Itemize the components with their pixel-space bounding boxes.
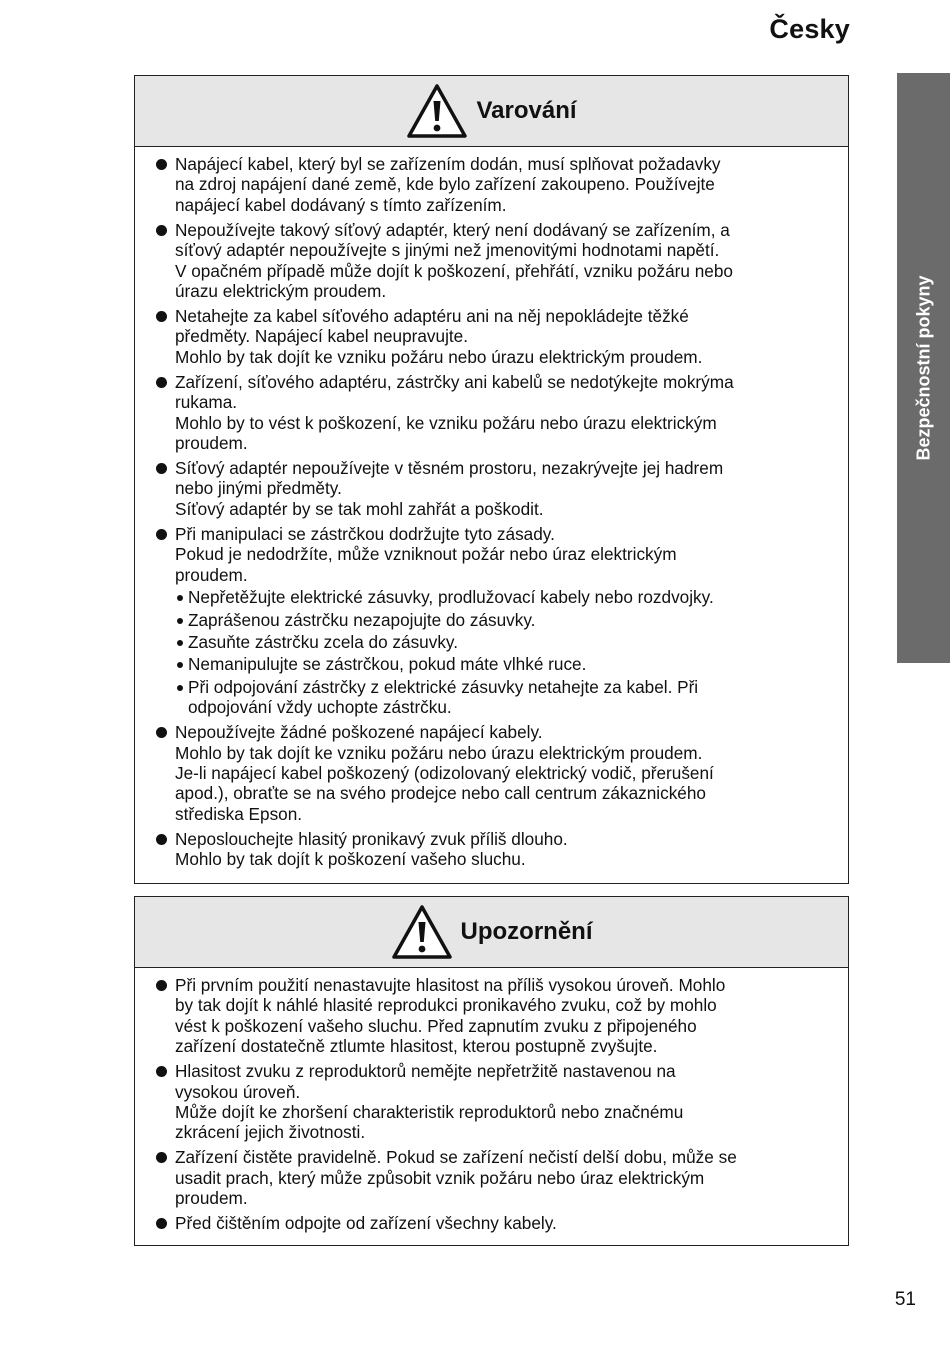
item-text-line: proudem. xyxy=(175,564,248,585)
item-text-line: Při prvním použití nenastavujte hlasitost na příliš vysokou úroveň. Mohlo xyxy=(175,975,726,995)
warning-list-item xyxy=(155,722,834,824)
item-text-line: Mohlo by tak dojít ke vzniku požáru nebo úrazu elektrickým proudem. xyxy=(175,742,703,763)
caution-list xyxy=(135,968,848,1234)
caution-header xyxy=(135,897,848,968)
warning-triangle-icon xyxy=(406,83,468,139)
sub-list xyxy=(175,587,834,717)
item-text-line: zařízení dostatečně ztlumte hlasitost, kterou postupně zvyšujte. xyxy=(175,1036,658,1057)
item-text-line: rukama. xyxy=(175,392,238,413)
item-text-line: vést k poškození vašeho sluchu. Před zapnutím zvuku z připojeného xyxy=(175,1015,697,1036)
item-text-line: Před čištěním odpojte od zařízení všechny kabely. xyxy=(175,1213,557,1234)
caution-list-item xyxy=(155,1213,834,1233)
warning-box xyxy=(134,75,849,884)
item-text-line: Neposlouchejte hlasitý pronikavý zvuk příliš dlouho. xyxy=(175,828,568,849)
warning-list-item xyxy=(155,829,834,870)
caution-list-item xyxy=(155,1147,834,1208)
language-heading: Česky xyxy=(769,14,850,44)
item-text-line: vysokou úroveň. xyxy=(175,1081,301,1102)
item-text-line: Při manipulaci se zástrčkou dodržujte tyto zásady. xyxy=(175,523,555,544)
item-text-line: Netahejte za kabel síťového adaptéru ani na něj nepokládejte těžké xyxy=(175,306,689,327)
item-text-line: předměty. Napájecí kabel neupravujte. xyxy=(175,326,468,347)
sub-item-text-line: Nepřetěžujte elektrické zásuvky, prodlužovací kabely nebo rozdvojky. xyxy=(188,587,714,608)
item-text-line: Zařízení čistěte pravidelně. Pokud se zařízení nečistí delší dobu, může se xyxy=(175,1147,737,1168)
item-text-line: nebo jinými předměty. xyxy=(175,478,342,499)
item-text-line: by tak dojít k náhlé hlasité reprodukci pronikavého zvuku, což by mohlo xyxy=(175,995,717,1016)
item-text-line: Může dojít ke zhoršení charakteristik reproduktorů nebo značnému xyxy=(175,1102,684,1123)
warning-title: Varování xyxy=(476,97,577,124)
item-text-line: apod.), obraťte se na svého prodejce nebo call centrum zákaznického xyxy=(175,783,706,804)
item-text-line: Mohlo by to vést k poškození, ke vzniku požáru nebo úrazu elektrickým xyxy=(175,412,717,433)
item-text-line: proudem. xyxy=(175,1188,248,1209)
item-text-line: střediska Epson. xyxy=(175,803,303,824)
sub-list-item xyxy=(175,654,834,674)
caution-title: Upozornění xyxy=(460,918,593,945)
item-text-line: Síťový adaptér nepoužívejte v těsném prostoru, nezakrývejte jej hadrem xyxy=(175,458,724,479)
sub-item-text-line: Nemanipulujte se zástrčkou, pokud máte vlhké ruce. xyxy=(188,654,587,675)
sub-item-text-line: odpojování vždy uchopte zástrčku. xyxy=(188,697,452,718)
warning-list-item xyxy=(155,154,834,215)
warning-triangle-icon xyxy=(391,904,453,960)
item-text-line: Mohlo by tak dojít ke vzniku požáru nebo úrazu elektrickým proudem. xyxy=(175,346,703,367)
caution-list-item xyxy=(155,1061,834,1143)
item-text-line: proudem. xyxy=(175,433,248,454)
item-text-line: Je-li napájecí kabel poškozený (odizolovaný elektrický vodič, přerušení xyxy=(175,762,714,783)
sub-list-item xyxy=(175,632,834,652)
section-side-tab xyxy=(897,73,950,663)
sub-list-item xyxy=(175,587,834,607)
item-text-line: Nepoužívejte takový síťový adaptér, který není dodávaný se zařízením, a xyxy=(175,219,730,240)
item-text-line: Pokud je nedodržíte, může vzniknout požár nebo úraz elektrickým xyxy=(175,544,677,565)
warning-list-item xyxy=(155,306,834,367)
page-number: 51 xyxy=(894,1289,916,1310)
warning-list-item xyxy=(155,372,834,454)
caution-box xyxy=(134,896,849,1246)
sub-item-text-line: Zasuňte zástrčku zcela do zásuvky. xyxy=(188,631,459,652)
item-text-line: Hlasitost zvuku z reproduktorů nemějte nepřetržitě nastavenou na xyxy=(175,1061,676,1082)
item-text-line: usadit prach, který může způsobit vznik požáru nebo úraz elektrickým xyxy=(175,1167,705,1188)
sub-list-item xyxy=(175,677,834,718)
item-text-line: Napájecí kabel, který byl se zařízením dodán, musí splňovat požadavky xyxy=(175,154,721,174)
warning-header xyxy=(135,76,848,147)
item-text-line: napájecí kabel dodávaný s tímto zařízením. xyxy=(175,194,507,215)
item-text-line: Zařízení, síťového adaptéru, zástrčky ani kabelů se nedotýkejte mokrýma xyxy=(175,371,734,392)
item-text-line: Nepoužívejte žádné poškozené napájecí kabely. xyxy=(175,722,543,743)
sub-item-text-line: Při odpojování zástrčky z elektrické zásuvky netahejte za kabel. Při xyxy=(188,676,699,697)
item-text-line: síťový adaptér nepoužívejte s jinými než jmenovitými hodnotami napětí. xyxy=(175,240,720,261)
sub-item-text-line: Zaprášenou zástrčku nezapojujte do zásuvky. xyxy=(188,609,536,630)
sub-list-item xyxy=(175,610,834,630)
caution-list-item xyxy=(155,975,834,1057)
item-text-line: úrazu elektrickým proudem. xyxy=(175,281,387,302)
warning-list-item xyxy=(155,458,834,519)
item-text-line: Mohlo by tak dojít k poškození vašeho sluchu. xyxy=(175,849,526,870)
item-text-line: zkrácení jejich životnosti. xyxy=(175,1122,366,1143)
warning-list xyxy=(135,147,848,870)
side-tab-label: Bezpečnostní pokyny xyxy=(913,275,933,461)
item-text-line: na zdroj napájení dané země, kde bylo zařízení zakoupeno. Používejte xyxy=(175,174,715,195)
item-text-line: Síťový adaptér by se tak mohl zahřát a poškodit. xyxy=(175,498,544,519)
warning-list-item xyxy=(155,524,834,718)
item-text-line: V opačném případě může dojít k poškození, přehřátí, vzniku požáru nebo xyxy=(175,260,733,281)
warning-list-item xyxy=(155,220,834,302)
